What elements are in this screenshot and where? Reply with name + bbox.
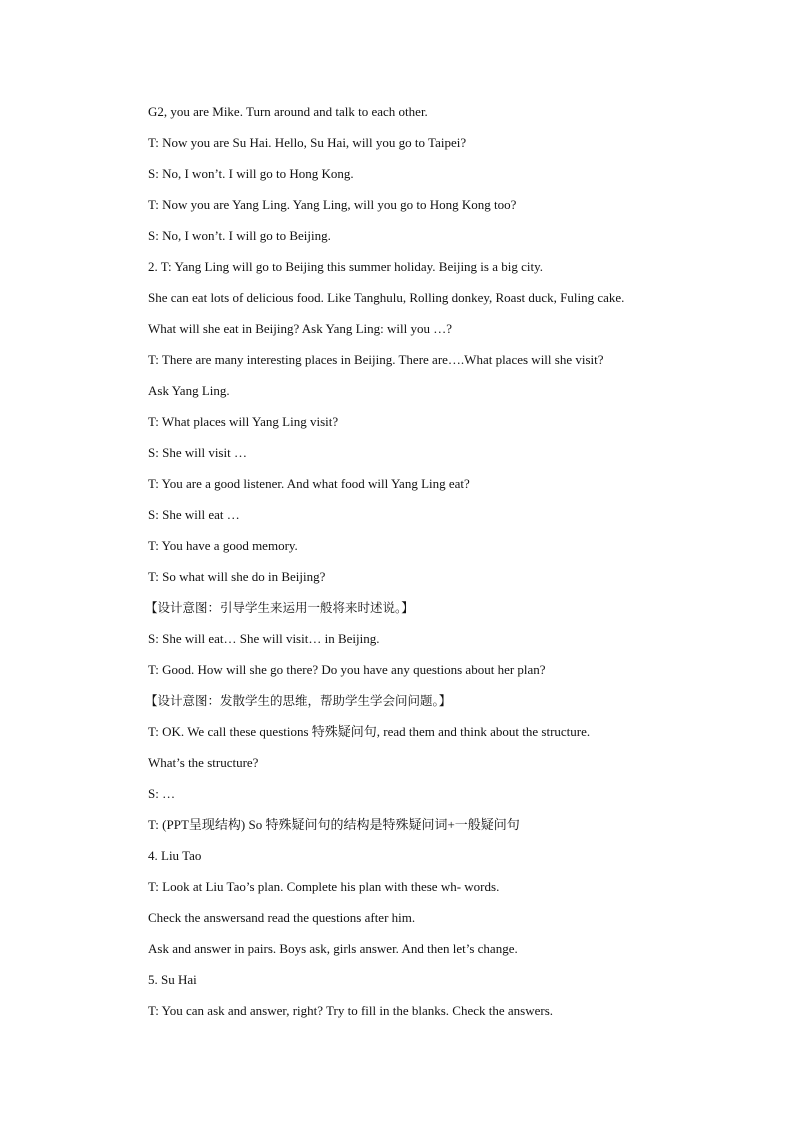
text-line: S: She will eat… She will visit… in Beijing. xyxy=(148,631,380,646)
design-intent-note: 【设计意图：发散学生的思维，帮助学生学会问问题。】 xyxy=(145,693,452,708)
text-line: S: No, I won’t. I will go to Beijing. xyxy=(148,228,331,243)
text-line: S: No, I won’t. I will go to Hong Kong. xyxy=(148,166,354,181)
text-line: T: Good. How will she go there? Do you have any questions about her plan? xyxy=(148,662,546,677)
text-line: T: OK. We call these questions 特殊疑问句, read them and think about the structure. xyxy=(148,724,591,739)
text-line: Check the answersand read the questions after him. xyxy=(148,910,416,925)
text-line: Ask Yang Ling. xyxy=(148,383,230,398)
text-line: T: Now you are Su Hai. Hello, Su Hai, will you go to Taipei? xyxy=(148,135,467,150)
text-line: T: You are a good listener. And what food will Yang Ling eat? xyxy=(148,476,470,491)
text-line: What will she eat in Beijing? Ask Yang Ling: will you …? xyxy=(148,321,453,336)
text-line: S: She will visit … xyxy=(148,445,247,460)
text-line: She can eat lots of delicious food. Like Tanghulu, Rolling donkey, Roast duck, Fuling cake. xyxy=(148,290,625,305)
text-line: T: (PPT呈现结构) So 特殊疑问句的结构是特殊疑问词+一般疑问句 xyxy=(148,817,520,832)
section-heading: 5. Su Hai xyxy=(148,972,197,987)
text-line: 2. T: Yang Ling will go to Beijing this summer holiday. Beijing is a big city. xyxy=(148,259,544,274)
lesson-text xyxy=(145,101,748,1031)
text-line: S: … xyxy=(148,786,176,801)
design-intent-note: 【设计意图：引导学生来运用一般将来时述说。】 xyxy=(145,600,414,615)
text-line: T: There are many interesting places in Beijing. There are….What places will she visit? xyxy=(148,352,604,367)
section-heading: 4. Liu Tao xyxy=(148,848,202,863)
text-line: Ask and answer in pairs. Boys ask, girls answer. And then let’s change. xyxy=(148,941,518,956)
text-line: T: You have a good memory. xyxy=(148,538,298,553)
text-line: T: What places will Yang Ling visit? xyxy=(148,414,339,429)
text-line: S: She will eat … xyxy=(148,507,240,522)
text-line: T: Now you are Yang Ling. Yang Ling, will you go to Hong Kong too? xyxy=(148,197,517,212)
text-line: What’s the structure? xyxy=(148,755,259,770)
text-line: T: Look at Liu Tao’s plan. Complete his plan with these wh- words. xyxy=(148,879,500,894)
text-line: T: So what will she do in Beijing? xyxy=(148,569,326,584)
text-line: T: You can ask and answer, right? Try to fill in the blanks. Check the answers. xyxy=(148,1003,554,1018)
text-line: G2, you are Mike. Turn around and talk to each other. xyxy=(148,104,428,119)
